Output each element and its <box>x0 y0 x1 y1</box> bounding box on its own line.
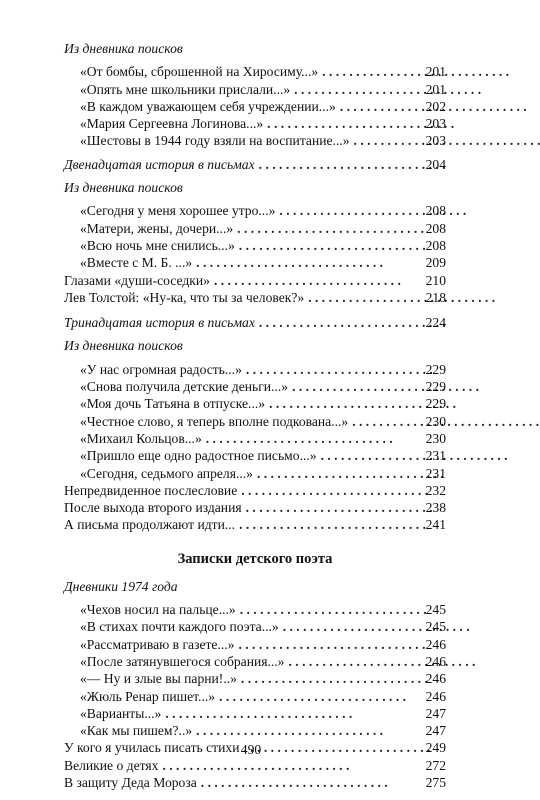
toc-entry[interactable] <box>64 465 446 482</box>
entry-page: 246 <box>425 636 446 652</box>
dot-leader <box>246 361 416 378</box>
entry-title: После выхода второго издания <box>64 500 242 516</box>
dot-leader <box>214 272 416 289</box>
entry-page: 246 <box>425 653 446 669</box>
dot-leader <box>288 653 416 670</box>
toc-entry-story-12[interactable] <box>64 156 446 173</box>
dot-leader <box>352 413 416 430</box>
entry-title: «Рассматриваю в газете...» <box>80 636 235 652</box>
entry-page: 210 <box>425 272 446 288</box>
entry-title: «Сегодня, седьмого апреля...» <box>80 465 253 481</box>
toc-entry[interactable] <box>64 132 446 149</box>
entry-page: 209 <box>425 255 446 271</box>
entry-title: Тринадцатая история в письмах <box>64 315 255 331</box>
entry-page: 241 <box>425 517 446 533</box>
entry-title: Непредвиденное послесловие <box>64 482 238 498</box>
toc-entry[interactable] <box>64 272 446 289</box>
dot-leader <box>201 774 416 791</box>
toc-entry[interactable] <box>64 757 446 774</box>
entry-page: 203 <box>425 133 446 149</box>
entry-title: В защиту Деда Мороза <box>64 774 197 790</box>
toc-entry[interactable] <box>64 237 446 254</box>
dot-leader <box>246 499 416 516</box>
entry-page: 245 <box>425 602 446 618</box>
entry-page: 247 <box>425 723 446 739</box>
page-number: 490 <box>240 742 262 757</box>
entry-page: 208 <box>425 220 446 236</box>
entry-page: 272 <box>425 757 446 773</box>
entry-title: «Шестовы в 1944 году взяли на воспитание...» <box>80 133 350 149</box>
dot-leader <box>241 482 416 499</box>
entry-title: «В каждом уважающем себя учреждении...» <box>80 98 336 114</box>
dot-leader <box>237 220 416 237</box>
toc-entry[interactable] <box>64 430 446 447</box>
dot-leader <box>283 618 416 635</box>
dot-leader <box>238 636 416 653</box>
entry-page: 246 <box>425 671 446 687</box>
entry-list <box>64 482 446 534</box>
dot-leader <box>322 63 416 80</box>
dot-leader <box>241 670 416 687</box>
dot-leader <box>257 465 416 482</box>
table-of-contents <box>64 40 446 791</box>
toc-entry-story-13[interactable] <box>64 314 446 331</box>
entry-title: «Мария Сергеевна Логинова...» <box>80 116 264 132</box>
entry-page: 224 <box>425 315 446 331</box>
entry-title: «От бомбы, сброшенной на Хиросиму...» <box>80 64 319 80</box>
entry-page: 247 <box>425 705 446 721</box>
toc-entry[interactable] <box>64 413 446 430</box>
toc-entry[interactable] <box>64 636 446 653</box>
entry-list <box>64 202 446 271</box>
dot-leader <box>162 757 416 774</box>
toc-entry[interactable] <box>64 705 446 722</box>
toc-entry[interactable] <box>64 774 446 791</box>
entry-list <box>64 63 446 149</box>
toc-entry[interactable] <box>64 115 446 132</box>
dot-leader <box>196 254 416 271</box>
toc-entry[interactable] <box>64 220 446 237</box>
section-heading: Из дневника поисков <box>64 338 183 354</box>
toc-entry[interactable] <box>64 447 446 464</box>
entry-page: 246 <box>425 688 446 704</box>
entry-title: «Опять мне школьники прислали...» <box>80 81 291 97</box>
toc-entry[interactable] <box>64 618 446 635</box>
toc-entry[interactable] <box>64 499 446 516</box>
entry-title: «— Ну и злые вы парни!..» <box>80 671 237 687</box>
entry-page: 249 <box>425 740 446 756</box>
entry-title: «Снова получила детские деньги...» <box>80 379 289 395</box>
entry-page: 229 <box>425 379 446 395</box>
toc-entry[interactable] <box>64 482 446 499</box>
part-subheading: Дневники 1974 года <box>64 578 178 594</box>
dot-leader <box>269 395 416 412</box>
dot-leader <box>267 115 416 132</box>
dot-leader <box>196 722 416 739</box>
entry-list <box>64 272 446 307</box>
dot-leader <box>259 314 416 331</box>
dot-leader <box>308 289 416 306</box>
dot-leader <box>165 705 416 722</box>
toc-entry[interactable] <box>64 601 446 618</box>
toc-entry[interactable] <box>64 98 446 115</box>
entry-page: 231 <box>425 448 446 464</box>
entry-title: «Всю ночь мне снились...» <box>80 237 235 253</box>
entry-list <box>64 601 446 739</box>
entry-title: У кого я училась писать стихи <box>64 740 240 756</box>
dot-leader <box>240 601 416 618</box>
entry-page: 203 <box>425 116 446 132</box>
toc-entry[interactable] <box>64 289 446 306</box>
dot-leader <box>294 81 416 98</box>
entry-page: 230 <box>425 413 446 429</box>
entry-page: 275 <box>425 774 446 790</box>
entry-title: «Вместе с М. Б. ...» <box>80 255 193 271</box>
toc-entry[interactable] <box>64 254 446 271</box>
entry-title: «Чехов носил на пальце...» <box>80 602 236 618</box>
entry-title: «Честное слово, я теперь вполне подкована...» <box>80 413 349 429</box>
entry-page: 218 <box>425 289 446 305</box>
entry-page: 245 <box>425 619 446 635</box>
dot-leader <box>354 132 416 149</box>
dot-leader <box>239 516 416 533</box>
entry-title: «Варианты...» <box>80 705 162 721</box>
entry-title: Глазами «души-соседки» <box>64 272 210 288</box>
toc-entry[interactable] <box>64 378 446 395</box>
dot-leader <box>259 156 416 173</box>
dot-leader <box>321 447 416 464</box>
dot-leader <box>279 202 416 219</box>
entry-page: 201 <box>425 81 446 97</box>
entry-list <box>64 361 446 482</box>
part-title: Записки детского поэта <box>177 550 333 567</box>
entry-page: 208 <box>425 203 446 219</box>
entry-title: Лев Толстой: «Ну-ка, что ты за человек?» <box>64 289 305 305</box>
entry-title: «Михаил Кольцов...» <box>80 430 202 446</box>
dot-leader <box>219 688 416 705</box>
entry-title: «После затянувшегося собрания...» <box>80 653 285 669</box>
dot-leader <box>206 430 416 447</box>
entry-page: 229 <box>425 361 446 377</box>
dot-leader <box>340 98 416 115</box>
entry-page: 231 <box>425 465 446 481</box>
toc-entry[interactable] <box>64 688 446 705</box>
entry-title: «Жюль Ренар пишет...» <box>80 688 216 704</box>
entry-title: «Сегодня у меня хорошее утро...» <box>80 203 276 219</box>
toc-entry[interactable] <box>64 202 446 219</box>
toc-entry[interactable] <box>64 516 446 533</box>
entry-page: 204 <box>425 156 446 172</box>
entry-title: «Как мы пишем?..» <box>80 723 193 739</box>
toc-entry[interactable] <box>64 81 446 98</box>
toc-entry[interactable] <box>64 395 446 412</box>
entry-page: 201 <box>425 64 446 80</box>
entry-title: «Матери, жены, дочери...» <box>80 220 234 236</box>
entry-title: А письма продолжают идти... <box>64 517 236 533</box>
entry-title: «Моя дочь Татьяна в отпуске...» <box>80 396 266 412</box>
entry-page: 238 <box>425 500 446 516</box>
dot-leader <box>292 378 416 395</box>
toc-entry[interactable] <box>64 722 446 739</box>
toc-entry[interactable] <box>64 653 446 670</box>
entry-title: «Пришло еще одно радостное письмо...» <box>80 448 317 464</box>
entry-page: 202 <box>425 98 446 114</box>
toc-entry[interactable] <box>64 63 446 80</box>
entry-title: Великие о детях <box>64 757 159 773</box>
section-heading: Из дневника поисков <box>64 180 183 196</box>
entry-page: 230 <box>425 430 446 446</box>
entry-title: Двенадцатая история в письмах <box>64 156 255 172</box>
entry-title: «В стихах почти каждого поэта...» <box>80 619 279 635</box>
toc-entry[interactable] <box>64 670 446 687</box>
entry-title: «У нас огромная радость...» <box>80 361 242 377</box>
section-heading: Из дневника поисков <box>64 41 183 56</box>
dot-leader <box>239 237 416 254</box>
entry-page: 229 <box>425 396 446 412</box>
toc-entry[interactable] <box>64 361 446 378</box>
entry-page: 232 <box>425 482 446 498</box>
entry-page: 208 <box>425 237 446 253</box>
